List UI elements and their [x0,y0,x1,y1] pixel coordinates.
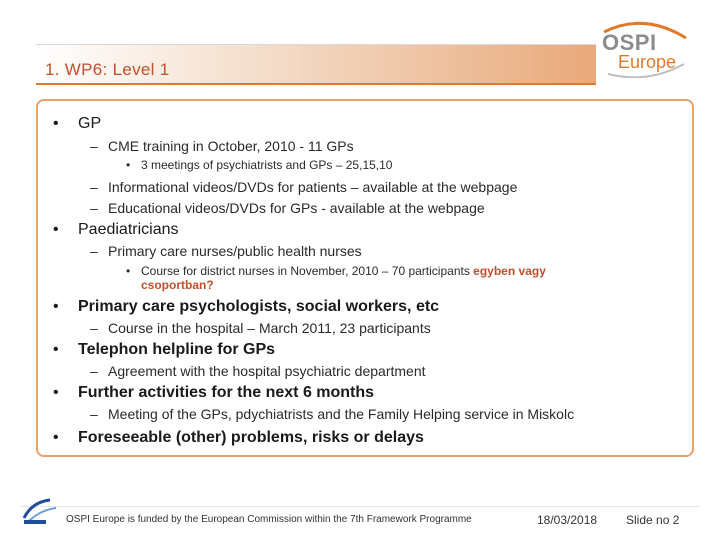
sub-edu-videos: Educational videos/DVDs for GPs - available at the webpage [108,200,485,216]
footer-slide-number: Slide no 2 [626,513,680,527]
bullet-dot: • [126,158,131,172]
bullet-dot: • [53,341,59,358]
dash: – [90,179,98,195]
bullet-dot: • [126,264,131,278]
dash: – [90,320,98,336]
title-divider [36,83,596,85]
bullet-dot: • [53,298,59,315]
bullet-dot: • [53,384,59,401]
logo-europe-text: Europe [618,52,677,72]
dash: – [90,363,98,379]
bullet-helpline: Telephon helpline for GPs [78,341,276,358]
footer-divider [20,506,700,507]
highlight-note-cont: csoportban? [141,278,214,292]
bullet-paediatricians: Paediatricians [78,221,179,238]
highlight-note: egyben vagy [473,264,546,278]
bullet-dot: • [53,429,59,446]
slide-title: 1. WP6: Level 1 [45,60,170,79]
dash: – [90,406,98,422]
bullet-problems: Foreseeable (other) problems, risks or delays [78,429,424,446]
sub-meeting-miskolc: Meeting of the GPs, pdychiatrists and the Family Helping service in Miskolc [108,406,575,422]
subsub-nurse-course [141,264,546,278]
dash: – [90,243,98,259]
bullet-dot: • [53,115,59,132]
dash: – [90,138,98,154]
ospi-europe-logo [598,18,690,78]
bullet-psychologists: Primary care psychologists, social workers, etc [78,298,440,315]
fp7-eu-logo-icon [20,496,60,526]
nurse-course-text: Course for district nurses in November, 2010 – 70 participants [141,264,470,278]
footer-funding: OSPI Europe is funded by the European Commission within the 7th Framework Programme [66,514,472,525]
subsub-meetings: 3 meetings of psychiatrists and GPs – 25,15,10 [141,158,393,172]
sub-agreement: Agreement with the hospital psychiatric department [108,363,426,379]
sub-nurses: Primary care nurses/public health nurses [108,243,362,259]
footer-date: 18/03/2018 [537,513,598,527]
sub-info-videos: Informational videos/DVDs for patients – available at the webpage [108,179,518,195]
sub-hospital-course: Course in the hospital – March 2011, 23 participants [108,320,431,336]
bullet-gp: GP [78,115,102,132]
dash: – [90,200,98,216]
sub-cme-training: CME training in October, 2010 - 11 GPs [108,138,354,154]
bullet-further-activities: Further activities for the next 6 months [78,384,375,401]
logo-ospi-text: OSPI [602,30,657,55]
bullet-dot: • [53,221,59,238]
